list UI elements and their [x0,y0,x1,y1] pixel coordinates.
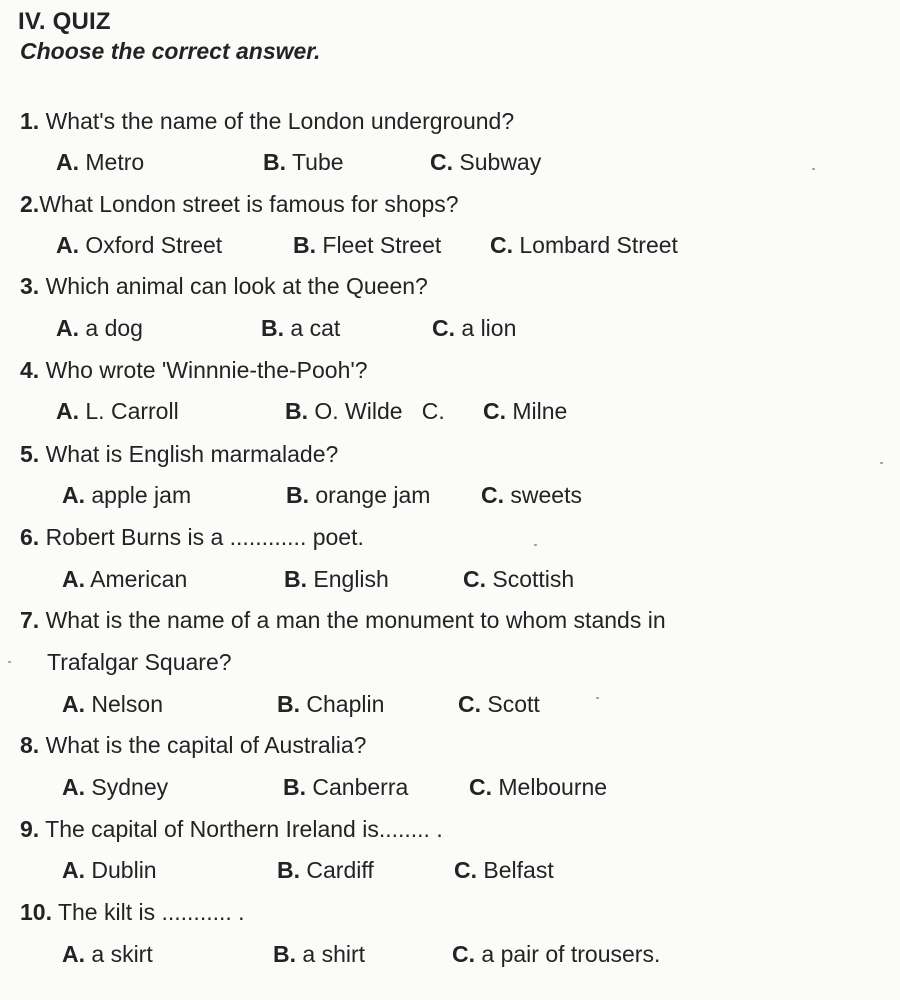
option-letter: A. [62,566,85,592]
option-text: Belfast [477,857,554,883]
option-text: apple jam [85,482,192,508]
option-letter: C. [452,941,475,967]
question-5 [20,441,338,468]
option-text: orange jam [309,482,431,508]
option-10a [62,941,153,968]
question-number: 1. [20,108,40,134]
option-text: Scottish [486,566,575,592]
option-letter: C. [458,691,481,717]
option-letter: A. [56,149,79,175]
scan-speck [812,168,815,170]
question-7 [20,607,666,634]
option-text: Nelson [85,691,163,717]
option-letter: B. [273,941,296,967]
question-number: 3. [20,273,40,299]
question-3 [20,273,428,300]
option-letter: A. [56,232,79,258]
option-letter: B. [286,482,309,508]
option-text: Dublin [85,857,157,883]
section-title: IV. QUIZ [18,8,111,35]
question-number: 8. [20,732,40,758]
option-1c [430,149,541,176]
option-2a [56,232,222,259]
option-text: Milne [506,398,568,424]
option-letter: C. [490,232,513,258]
option-letter: B. [285,398,308,424]
option-letter: C. [483,398,506,424]
question-text: Who wrote 'Winnnie-the-Pooh'? [39,357,368,383]
question-number: 5. [20,441,40,467]
question-4 [20,357,368,384]
scan-speck [880,462,883,464]
option-letter: B. [283,774,306,800]
option-text: a shirt [296,941,366,967]
option-text: L. Carroll [79,398,179,424]
question-text: What's the name of the London underground? [39,108,515,134]
option-3a [56,315,143,342]
option-8a [62,774,168,801]
question-10 [20,899,245,926]
question-text: The capital of Northern Ireland is........ . [39,816,443,842]
option-letter: C. [463,566,486,592]
option-text: Chaplin [300,691,385,717]
option-letter: B. [277,857,300,883]
option-5a [62,482,191,509]
question-number: 6. [20,524,40,550]
option-text: a lion [455,315,517,341]
option-text: Tube [286,149,344,175]
option-6b [284,566,389,593]
option-letter: C. [432,315,455,341]
option-3b [261,315,340,342]
question-text: Which animal can look at the Queen? [39,273,428,299]
option-letter: A. [56,315,79,341]
option-letter: B. [261,315,284,341]
question-number: 10. [20,899,52,925]
option-letter: A. [56,398,79,424]
option-4a [56,398,179,425]
question-text: What is the capital of Australia? [39,732,367,758]
question-9 [20,816,443,843]
option-text: a skirt [85,941,153,967]
option-4b [285,398,445,425]
option-text: O. Wilde C. [308,398,445,424]
option-text: Scott [481,691,540,717]
question-number: 4. [20,357,40,383]
question-text: What is the name of a man the monument to whom stands in [39,607,666,633]
question-number: 2. [20,191,40,217]
option-text: Metro [79,149,145,175]
question-text: What London street is famous for shops? [39,191,459,217]
option-letter: B. [277,691,300,717]
option-6a [62,566,187,593]
option-letter: A. [62,774,85,800]
option-letter: C. [454,857,477,883]
option-letter: C. [469,774,492,800]
option-2c [490,232,678,259]
option-10b [273,941,365,968]
option-letter: A. [62,857,85,883]
option-8b [283,774,408,801]
option-letter: B. [293,232,316,258]
option-text: Sydney [85,774,169,800]
option-9c [454,857,554,884]
option-10c [452,941,660,968]
option-letter: B. [284,566,307,592]
scan-speck [8,661,11,663]
option-8c [469,774,607,801]
option-2b [293,232,441,259]
option-text: Oxford Street [79,232,223,258]
option-5c [481,482,582,509]
option-text: English [307,566,389,592]
question-number: 9. [20,816,40,842]
question-8 [20,732,366,759]
option-text: Cardiff [300,857,374,883]
option-text: Melbourne [492,774,608,800]
option-letter: A. [62,482,85,508]
option-letter: A. [62,941,85,967]
scan-speck [534,544,537,546]
option-1a [56,149,144,176]
option-text: a cat [284,315,341,341]
option-1b [263,149,344,176]
option-text: sweets [504,482,582,508]
option-letter: C. [481,482,504,508]
option-5b [286,482,430,509]
option-text: Fleet Street [316,232,442,258]
question-7-continuation: Trafalgar Square? [47,649,232,675]
option-text: a pair of trousers. [475,941,661,967]
question-1 [20,108,514,135]
option-text: American [85,566,188,592]
option-7a [62,691,163,718]
option-text: Subway [453,149,542,175]
option-4c [483,398,567,425]
question-number: 7. [20,607,40,633]
option-letter: A. [62,691,85,717]
option-6c [463,566,574,593]
option-7b [277,691,384,718]
option-9a [62,857,157,884]
question-6 [20,524,364,551]
option-text: a dog [79,315,143,341]
option-text: Lombard Street [513,232,678,258]
question-2 [20,191,459,218]
option-9b [277,857,374,884]
question-text: Robert Burns is a ............ poet. [39,524,364,550]
option-7c [458,691,540,718]
option-letter: C. [430,149,453,175]
option-text: Canberra [306,774,409,800]
scan-speck [596,697,599,699]
question-text: The kilt is ........... . [51,899,245,925]
option-3c [432,315,516,342]
question-text: What is English marmalade? [39,441,339,467]
option-letter: B. [263,149,286,175]
instruction-text: Choose the correct answer. [20,38,321,64]
